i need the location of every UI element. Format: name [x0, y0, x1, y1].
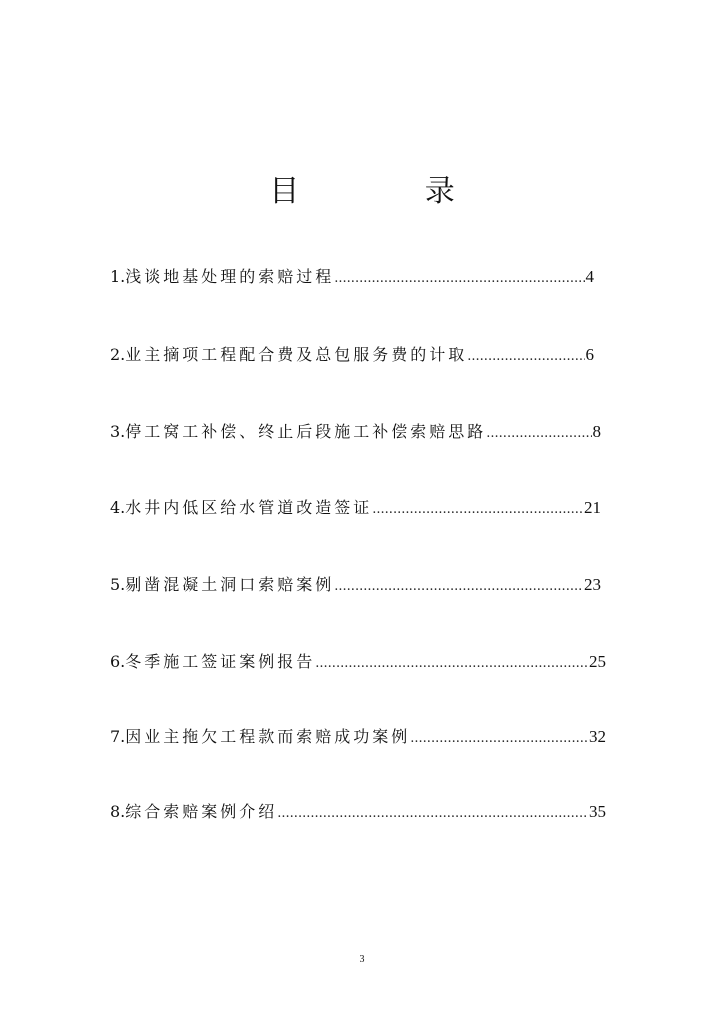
toc-entry-leader	[315, 651, 588, 677]
toc-entry[interactable]	[110, 724, 606, 750]
toc-entry-number: 6.	[110, 652, 126, 671]
toc-entry-number: 4.	[110, 498, 126, 517]
toc-entry-number: 3.	[110, 422, 126, 441]
toc-entry-page: 4	[585, 267, 594, 286]
toc-entry-text: 业主摘项工程配合费及总包服务费的计取	[125, 345, 468, 364]
page-number: 3	[359, 954, 365, 965]
toc-entry-number: 2.	[110, 345, 126, 364]
toc-entry[interactable]	[110, 264, 594, 290]
toc-entry-leader	[334, 574, 583, 600]
toc-entry-number: 8.	[110, 802, 126, 821]
toc-list	[110, 0, 610, 1024]
toc-entry-page: 25	[589, 652, 606, 671]
toc-entry-page: 8	[592, 422, 601, 441]
toc-entry-leader	[277, 801, 588, 827]
toc-entry-leader	[467, 344, 584, 370]
toc-entry-leader	[486, 421, 591, 447]
toc-entry-leader	[372, 497, 583, 523]
toc-entry-text: 停工窝工补偿、终止后段施工补偿索赔思路	[125, 422, 487, 441]
toc-entry-number: 1.	[110, 267, 126, 286]
toc-title: 目 录	[269, 174, 513, 209]
toc-entry-text: 浅谈地基处理的索赔过程	[125, 267, 335, 286]
toc-entry-number: 5.	[110, 575, 126, 594]
toc-entry-leader	[334, 266, 584, 292]
toc-entry[interactable]	[110, 342, 594, 368]
toc-entry-page: 6	[585, 345, 594, 364]
toc-entry-page: 23	[584, 575, 601, 594]
toc-entry-page: 35	[589, 802, 606, 821]
toc-entry[interactable]	[110, 419, 601, 445]
toc-entry-text: 因业主拖欠工程款而索赔成功案例	[125, 727, 411, 746]
toc-entry-page: 21	[584, 498, 601, 517]
toc-entry[interactable]	[110, 572, 601, 598]
toc-entry-text: 冬季施工签证案例报告	[125, 652, 316, 671]
toc-entry[interactable]	[110, 495, 601, 521]
toc-entry[interactable]	[110, 649, 606, 675]
toc-entry-text: 剔凿混凝土洞口索赔案例	[125, 575, 335, 594]
toc-entry-text: 水井内低区给水管道改造签证	[125, 498, 373, 517]
toc-entry-leader	[410, 726, 588, 752]
toc-entry-page: 32	[589, 727, 606, 746]
toc-entry-text: 综合索赔案例介绍	[125, 802, 278, 821]
toc-entry-number: 7.	[110, 727, 126, 746]
toc-entry[interactable]	[110, 799, 606, 825]
